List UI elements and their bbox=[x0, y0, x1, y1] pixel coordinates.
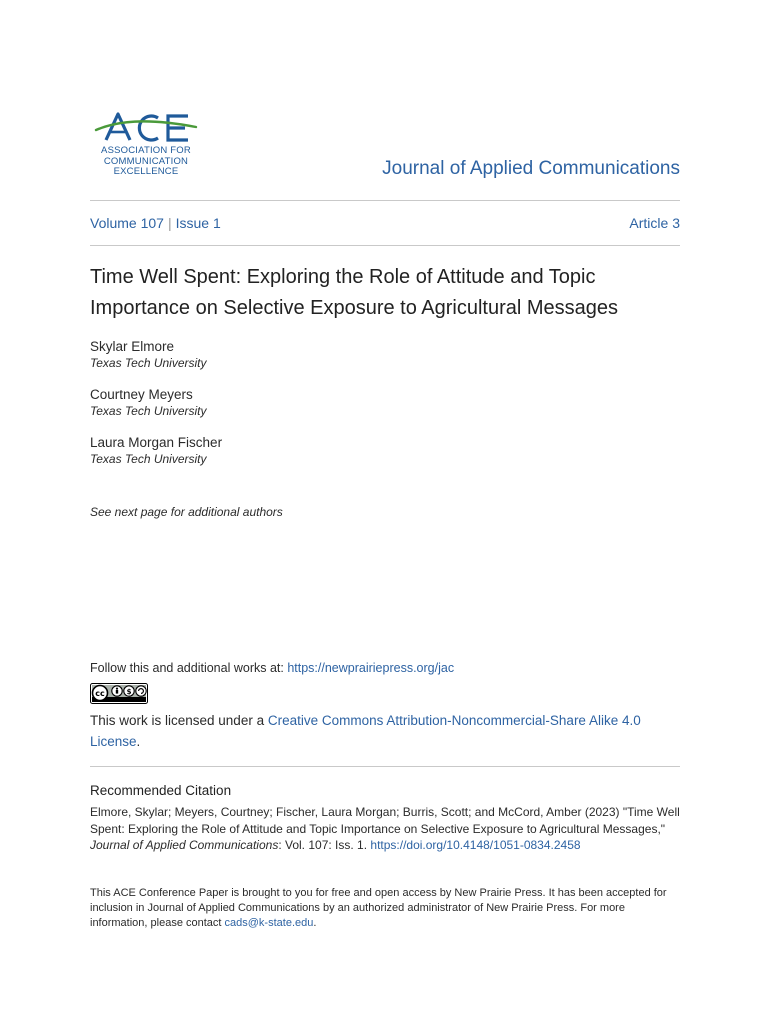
author-list bbox=[90, 338, 680, 482]
author-affiliation: Texas Tech University bbox=[90, 452, 207, 466]
article-link[interactable]: Article 3 bbox=[629, 215, 680, 231]
follow-text: Follow this and additional works at: bbox=[90, 661, 288, 675]
svg-text:cc: cc bbox=[95, 689, 105, 698]
logo-subtitle-line-2: COMMUNICATION bbox=[103, 155, 189, 167]
additional-authors-note: See next page for additional authors bbox=[90, 505, 283, 519]
recommended-citation-heading: Recommended Citation bbox=[90, 783, 232, 798]
logo-subtitle-line-1: ASSOCIATION FOR bbox=[101, 145, 191, 156]
cover-page bbox=[90, 0, 680, 1024]
citation-body: Elmore, Skylar; Meyers, Courtney; Fischer, Laura Morgan; Burris, Scott; and McCord, Amber (2023) "Time Well Spent: Exploring the Role of Attitude and Topic Importance on Selective Exposure to Agricultural Messages," bbox=[90, 805, 680, 836]
divider bbox=[90, 245, 680, 246]
follow-line bbox=[90, 661, 454, 675]
citation-text bbox=[90, 804, 685, 854]
author-name: Courtney Meyers bbox=[90, 387, 193, 402]
access-note bbox=[90, 886, 680, 931]
author-entry bbox=[90, 338, 680, 386]
ace-logo bbox=[94, 108, 204, 182]
divider bbox=[90, 200, 680, 201]
author-entry bbox=[90, 434, 680, 482]
ace-wordmark-icon bbox=[94, 108, 198, 144]
creative-commons-badge-icon[interactable] bbox=[90, 683, 148, 704]
license-suffix: . bbox=[136, 734, 141, 749]
journal-title[interactable]: Journal of Applied Communications bbox=[382, 158, 680, 179]
issue-separator: | bbox=[167, 215, 172, 231]
svg-text:$: $ bbox=[126, 688, 132, 696]
access-note-text: This ACE Conference Paper is brought to you for free and open access by New Prairie Press. It has been accepted for inclusion in Journal of Applied Communications by an authorized administrator of New Prairie Press. For more information, please contact bbox=[90, 887, 667, 929]
divider bbox=[90, 766, 680, 767]
author-affiliation: Texas Tech University bbox=[90, 404, 207, 418]
access-note-suffix: . bbox=[313, 917, 317, 929]
author-name: Laura Morgan Fischer bbox=[90, 435, 223, 450]
doi-link[interactable]: https://doi.org/10.4148/1051-0834.2458 bbox=[370, 838, 581, 852]
volume-link[interactable]: Volume 107 bbox=[90, 215, 164, 231]
contact-email-link[interactable]: cads@k-state.edu bbox=[224, 917, 314, 929]
logo-subtitle-line-3: EXCELLENCE bbox=[113, 166, 179, 177]
repository-link[interactable]: https://newprairiepress.org/jac bbox=[287, 661, 455, 675]
license-statement bbox=[90, 710, 680, 752]
author-name: Skylar Elmore bbox=[90, 339, 175, 354]
citation-journal: Journal of Applied Communications bbox=[90, 838, 279, 852]
license-prefix: This work is licensed under a bbox=[90, 713, 268, 728]
issue-link[interactable]: Issue 1 bbox=[175, 215, 221, 231]
citation-volume: : Vol. 107: Iss. 1. bbox=[278, 838, 371, 852]
author-affiliation: Texas Tech University bbox=[90, 356, 207, 370]
author-entry bbox=[90, 386, 680, 434]
logo-subtitle bbox=[94, 146, 198, 178]
license-link[interactable]: Creative Commons Attribution-Noncommercial-Share Alike 4.0 License bbox=[90, 713, 641, 749]
paper-title: Time Well Spent: Exploring the Role of Attitude and Topic Importance on Selective Exposure to Agricultural Messages bbox=[90, 266, 619, 319]
